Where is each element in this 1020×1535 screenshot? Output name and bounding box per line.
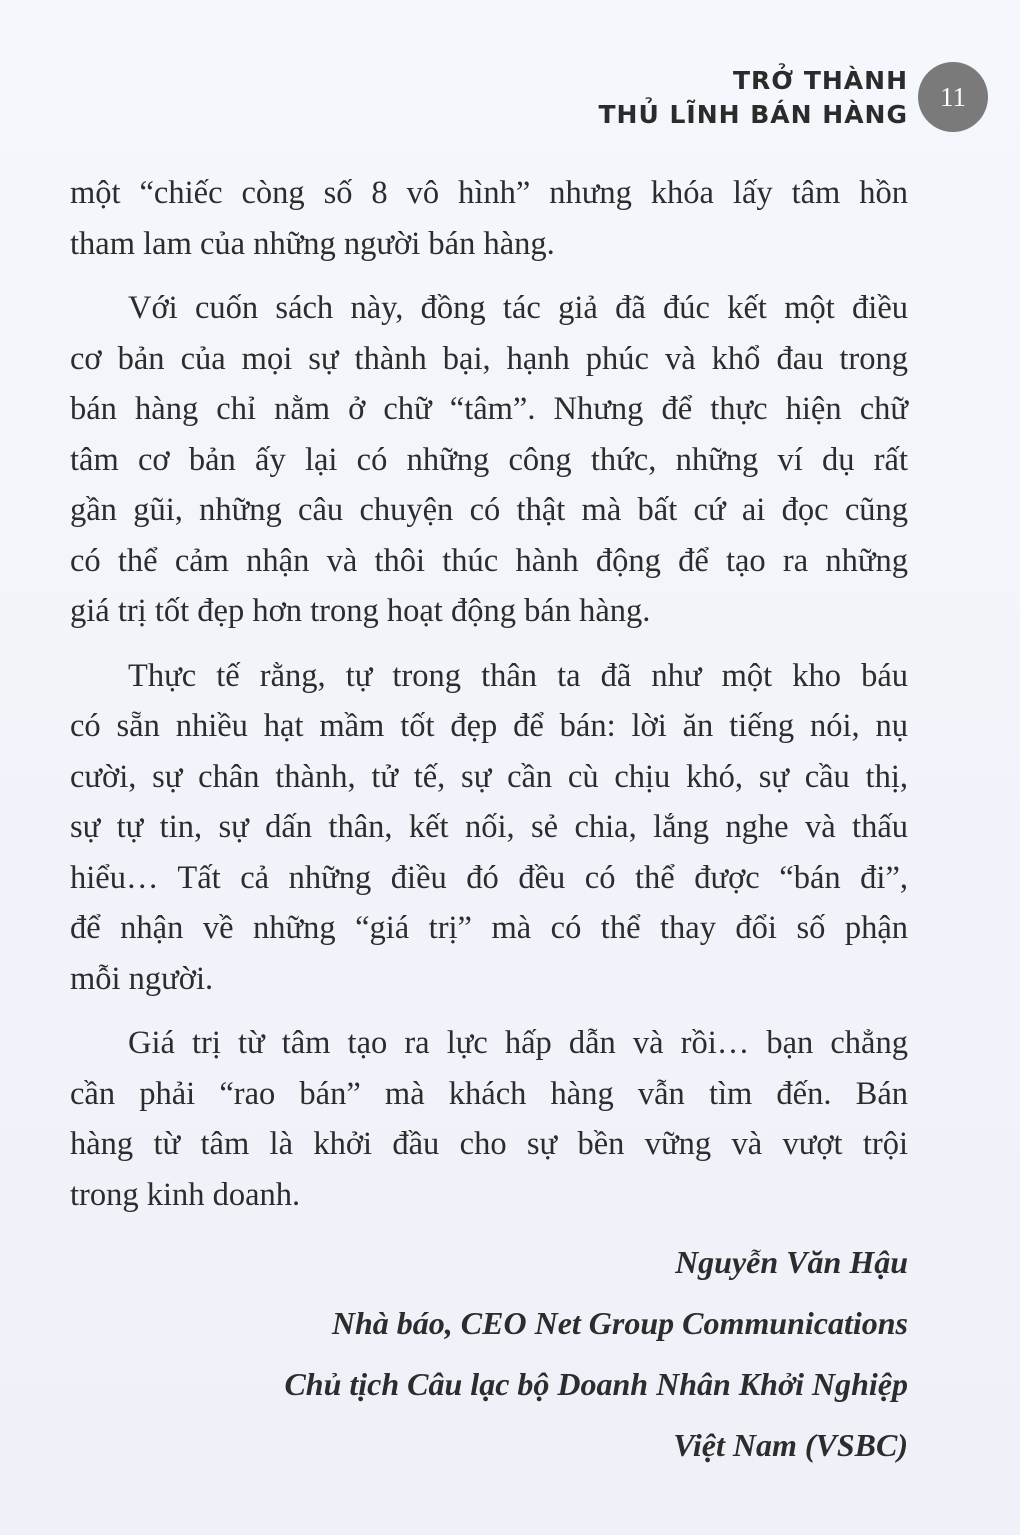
text-line: hiểu… Tất cả những điều đó đều có thể được “bán đi”, <box>70 859 908 896</box>
text-line: Giá trị từ tâm tạo ra lực hấp dẫn và rồi… bạn chẳng <box>128 1025 908 1061</box>
text-line: Thực tế rằng, tự trong thân ta đã như một kho báu <box>128 657 908 694</box>
header-line-2: THỦ LĨNH BÁN HÀNG <box>598 100 908 129</box>
text-line: cần phải “rao bán” mà khách hàng vẫn tìm đến. Bán <box>70 1075 908 1112</box>
page-number-badge: 11 <box>918 62 988 132</box>
paragraph-1 <box>70 168 908 269</box>
author-title-3: Việt Nam (VSBC) <box>673 1427 908 1463</box>
text-line: bán hàng chỉ nằm ở chữ “tâm”. Nhưng để thực hiện chữ <box>70 391 908 427</box>
text-line: gần gũi, những câu chuyện có thật mà bất cứ ai đọc cũng <box>70 492 908 528</box>
text-line: giá trị tốt đẹp hơn trong hoạt động bán hàng. <box>70 593 651 629</box>
author-title-2: Chủ tịch Câu lạc bộ Doanh Nhân Khởi Nghiệp <box>284 1366 908 1402</box>
text-line: cười, sự chân thành, tử tế, sự cần cù chịu khó, sự cầu thị, <box>70 758 908 795</box>
author-title-1: Nhà báo, CEO Net Group Communications <box>331 1305 908 1341</box>
text-line: tham lam của những người bán hàng. <box>70 225 555 262</box>
text-line: hàng từ tâm là khởi đầu cho sự bền vững và vượt trội <box>70 1126 908 1162</box>
body-text <box>70 168 908 1234</box>
text-line: một “chiếc còng số 8 vô hình” nhưng khóa lấy tâm hồn <box>70 175 908 211</box>
text-line: trong kinh doanh. <box>70 1176 301 1213</box>
text-line: cơ bản của mọi sự thành bại, hạnh phúc và khổ đau trong <box>70 340 908 377</box>
text-line: mỗi người. <box>70 960 214 997</box>
text-line: Với cuốn sách này, đồng tác giả đã đúc kết một điều <box>128 290 908 326</box>
paragraph-3 <box>70 651 908 1005</box>
text-line: có thể cảm nhận và thôi thúc hành động để tạo ra những <box>70 542 908 579</box>
author-signature <box>284 1232 908 1476</box>
paragraph-4 <box>70 1018 908 1220</box>
text-line: có sẵn nhiều hạt mầm tốt đẹp để bán: lời ăn tiếng nói, nụ <box>70 708 908 744</box>
text-line: để nhận về những “giá trị” mà có thể thay đổi số phận <box>70 910 908 946</box>
running-header <box>598 64 908 132</box>
text-line: sự tự tin, sự dấn thân, kết nối, sẻ chia, lắng nghe và thấu <box>70 809 908 845</box>
text-line: tâm cơ bản ấy lại có những công thức, những ví dụ rất <box>70 441 908 478</box>
paragraph-2 <box>70 283 908 637</box>
header-line-1: TRỞ THÀNH <box>732 66 908 95</box>
author-name: Nguyễn Văn Hậu <box>675 1244 908 1280</box>
